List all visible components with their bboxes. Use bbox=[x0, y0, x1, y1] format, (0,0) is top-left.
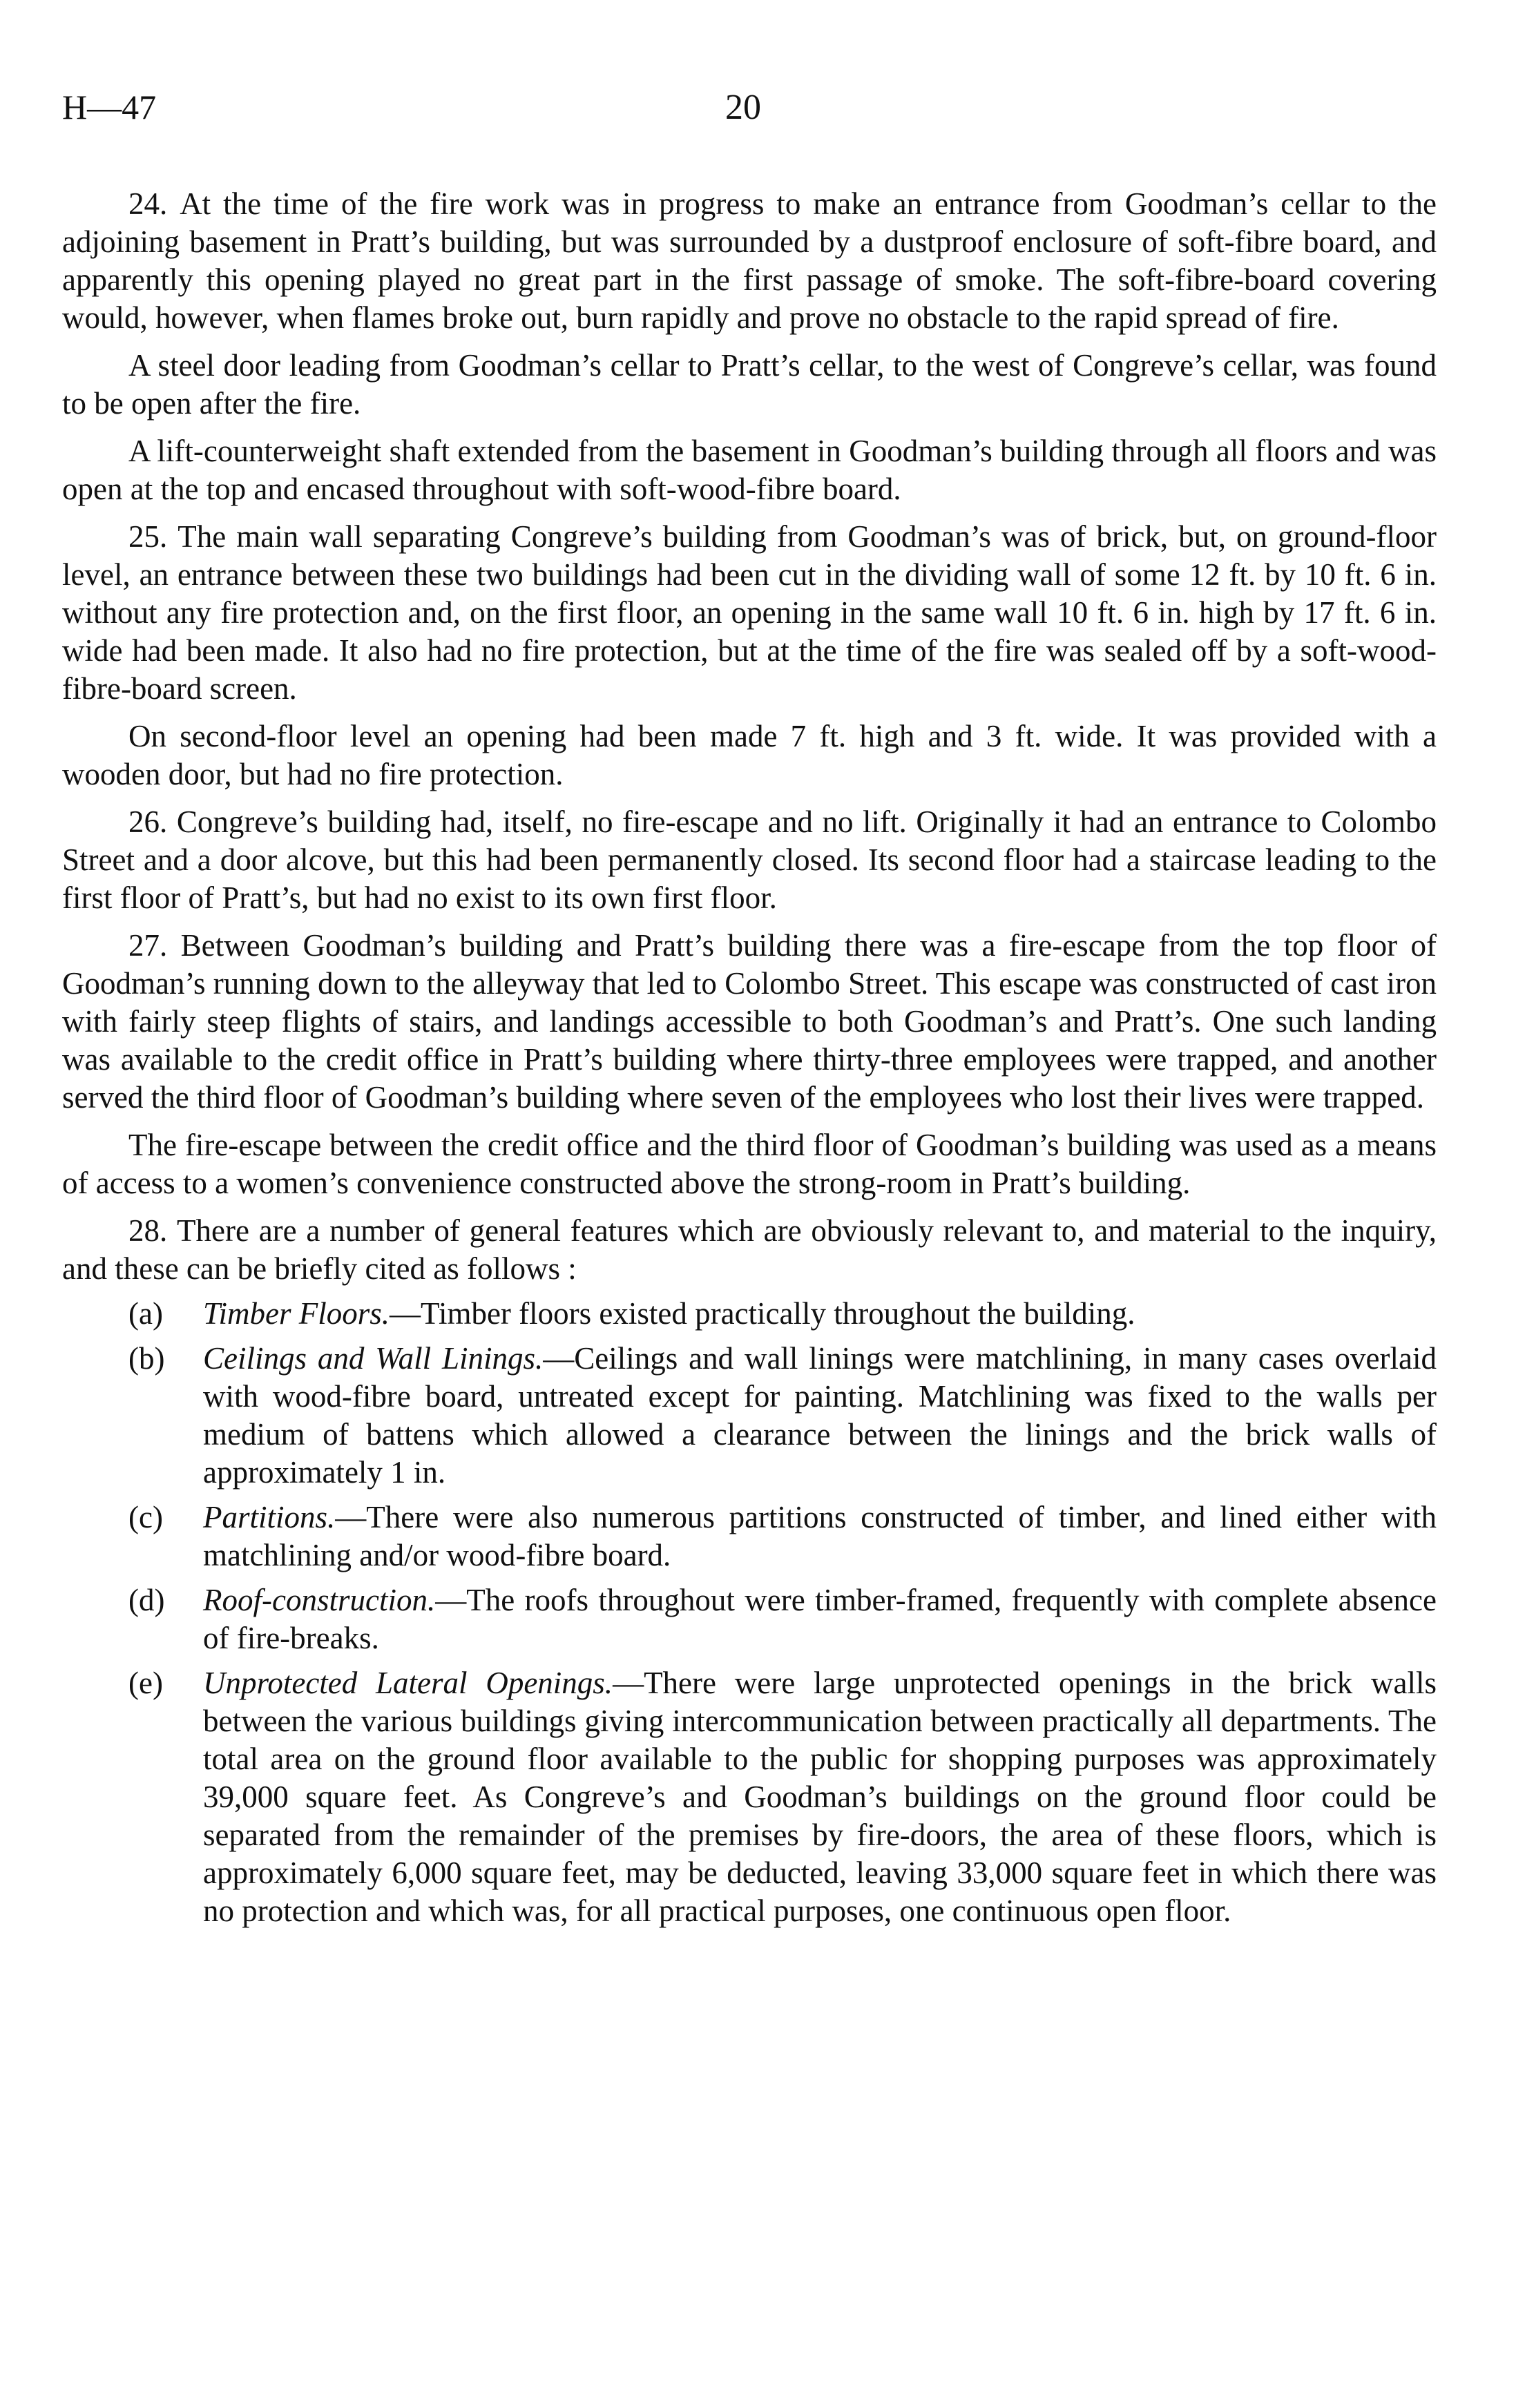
paragraph-text: Between Goodman’s building and Pratt’s building there was a fire-escape from the top floor of Goodman’s running down to the alleyway that led to Colombo Street. This escape was constructed of cast iron with fairly steep flights of stairs, and landings accessible to both Goodman’s and Pratt’s. One such landing was available to the credit office in Pratt’s building where thirty-three employees were trapped, and another served the third floor of Goodman’s building where seven of the employees who lost their lives were trapped. bbox=[62, 928, 1437, 1115]
feature-text: —There were large unprotected openings in the brick walls between the various buildings giving intercommunication between practically all departments. The total area on the ground floor available to the public for shopping purposes was approximately 39,000 square feet. As Congreve’s and Goodman’s buildings on the ground floor could be separated from the remainder of the premises by fire-doors, the area of these floors, which is approximately 6,000 square feet, may be deducted, leaving 33,000 square feet in which there was no protection and which was, for all practical purposes, one continuous open floor. bbox=[203, 1666, 1437, 1928]
feature-label: (d) bbox=[128, 1583, 165, 1617]
feature-text: —Ceilings and wall linings were matchlining, in many cases overlaid with wood-fibre board, untreated except for painting. Matchlining was fixed to the walls per medium of battens which allowed a clearance between the linings and the brick walls of approximately 1 in. bbox=[203, 1341, 1437, 1490]
document-page bbox=[62, 90, 1437, 1937]
paragraph-25 bbox=[62, 518, 1437, 708]
feature-title: Roof-construction. bbox=[203, 1583, 436, 1617]
feature-label: (a) bbox=[128, 1296, 163, 1331]
feature-roof-construction bbox=[128, 1581, 1437, 1657]
paragraph-number: 25. bbox=[128, 519, 178, 554]
feature-text: —The roofs throughout were timber-framed, frequently with complete absence of fire-breaks. bbox=[203, 1583, 1437, 1655]
paragraph-number: 24. bbox=[128, 186, 180, 221]
paragraph-25-second-floor bbox=[62, 717, 1437, 793]
paragraph-text: The main wall separating Congreve’s building from Goodman’s was of brick, but, on ground-floor level, an entrance between these two buildings had been cut in the dividing wall of some 12 ft. by 10 ft. 6 in. without any fire protection and, on the first floor, an opening in the same wall 10 ft. 6 in. high by 17 ft. 6 in. wide had been made. It also had no fire protection, but at the time of the fire was sealed off by a soft-wood-fibre-board screen. bbox=[62, 519, 1437, 706]
feature-unprotected-lateral-openings bbox=[128, 1664, 1437, 1930]
feature-text: —There were also numerous partitions constructed of timber, and lined either with matchlining and/or wood-fibre board. bbox=[203, 1500, 1437, 1572]
paragraph-24 bbox=[62, 185, 1437, 337]
feature-text: —Timber floors existed practically throughout the building. bbox=[390, 1296, 1135, 1331]
paragraph-27-fire-escape bbox=[62, 1126, 1437, 1202]
paragraph-number: 26. bbox=[128, 805, 177, 839]
feature-body bbox=[203, 1340, 1437, 1492]
page-header bbox=[62, 90, 1437, 152]
feature-timber-floors bbox=[128, 1295, 1437, 1333]
feature-title: Ceilings and Wall Linings. bbox=[203, 1341, 544, 1376]
paragraph-24-steel-door bbox=[62, 347, 1437, 423]
paragraph-text: On second-floor level an opening had been made 7 ft. high and 3 ft. wide. It was provided with a wooden door, but had no fire protection. bbox=[62, 719, 1437, 791]
feature-body bbox=[203, 1664, 1437, 1930]
general-features-list bbox=[62, 1295, 1437, 1930]
paragraph-text: There are a number of general features which are obviously relevant to, and material to the inquiry, and these can be briefly cited as follows : bbox=[62, 1213, 1437, 1286]
feature-body bbox=[203, 1295, 1437, 1333]
feature-body bbox=[203, 1581, 1437, 1657]
feature-label: (e) bbox=[128, 1666, 163, 1700]
document-code: H—47 bbox=[62, 88, 157, 126]
paragraph-26 bbox=[62, 803, 1437, 917]
paragraph-number: 27. bbox=[128, 928, 181, 963]
feature-ceilings-and-wall-linings bbox=[128, 1340, 1437, 1492]
feature-title: Unprotected Lateral Openings. bbox=[203, 1666, 613, 1700]
paragraph-text: Congreve’s building had, itself, no fire-escape and no lift. Originally it had an entrance to Colombo Street and a door alcove, but this had been permanently closed. Its second floor had a staircase leading to the first floor of Pratt’s, but had no exist to its own first floor. bbox=[62, 805, 1437, 915]
paragraph-27 bbox=[62, 927, 1437, 1117]
feature-partitions bbox=[128, 1499, 1437, 1574]
feature-body bbox=[203, 1499, 1437, 1574]
page-number: 20 bbox=[725, 88, 761, 127]
paragraph-text: The fire-escape between the credit office and the third floor of Goodman’s building was used as a means of access to a women’s convenience constructed above the strong-room in Pratt’s building. bbox=[62, 1128, 1437, 1200]
paragraph-number: 28. bbox=[128, 1213, 177, 1248]
paragraph-28 bbox=[62, 1212, 1437, 1288]
feature-label: (b) bbox=[128, 1341, 165, 1376]
paragraph-text: At the time of the fire work was in progress to make an entrance from Goodman’s cellar to the adjoining basement in Pratt’s building, but was surrounded by a dustproof enclosure of soft-fibre board, and apparently this opening played no great part in the first passage of smoke. The soft-fibre-board covering would, however, when flames broke out, burn rapidly and prove no obstacle to the rapid spread of fire. bbox=[62, 186, 1437, 335]
feature-title: Timber Floors. bbox=[203, 1296, 390, 1331]
document-body bbox=[62, 185, 1437, 1930]
paragraph-24-lift-shaft bbox=[62, 432, 1437, 508]
paragraph-text: A steel door leading from Goodman’s cellar to Pratt’s cellar, to the west of Congreve’s cellar, was found to be open after the fire. bbox=[62, 348, 1437, 421]
paragraph-text: A lift-counterweight shaft extended from the basement in Goodman’s building through all floors and was open at the top and encased throughout with soft-wood-fibre board. bbox=[62, 434, 1437, 506]
feature-title: Partitions. bbox=[203, 1500, 336, 1534]
feature-label: (c) bbox=[128, 1500, 163, 1534]
